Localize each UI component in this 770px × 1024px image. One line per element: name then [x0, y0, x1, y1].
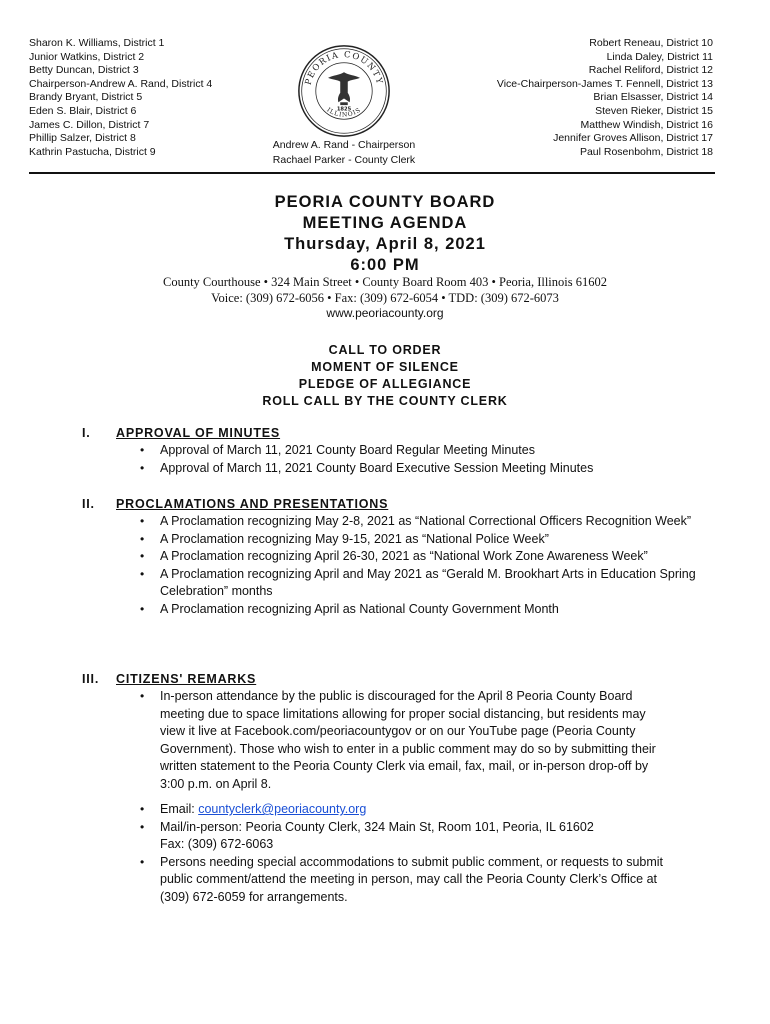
roster-member: Linda Daley, District 11: [606, 50, 713, 63]
contact-numbers: Voice: (309) 672-6056 • Fax: (309) 672-6054 • TDD: (309) 672-6073: [211, 290, 559, 305]
roster-member: Kathrin Pastucha, District 9: [29, 145, 156, 158]
roster-member: Robert Reneau, District 10: [589, 37, 713, 49]
list-item: • Approval of March 11, 2021 County Board Regular Meeting Minutes: [138, 442, 722, 460]
list-item: • In-person attendance by the public is discouraged for the April 8 Peoria County Board meeting due to space limitations allowing for proper social distancing, but residents may view it live at Facebook.com/peoriacountygov or on our YouTube page (Peoria County Government). Those who wish to enter in a public comment may do so by submitting their written statement to the Peoria County Clerk via email, fax, mail, or in-person drop-off by 3:00 p.m. on April 8.: [138, 688, 668, 793]
seal-year: 1825: [336, 106, 352, 113]
list-item: • Persons needing special accommodations to submit public comment, or requests to submit public comment/attend the meeting in person, may call the Peoria County Clerk’s Office at (309) 672-6059 for arrangements.: [138, 854, 668, 907]
section-title: APPROVAL OF MINUTES: [116, 426, 281, 440]
roster-member: Rachel Reliford, District 12: [588, 64, 713, 77]
roster-member: Eden S. Blair, District 6: [29, 104, 137, 117]
seal-bottom-text: ILLINOIS: [325, 106, 363, 119]
mail-address: Mail/in-person: Peoria County Clerk, 324 Main St, Room 101, Peoria, IL 61602: [160, 819, 594, 834]
list-item: • A Proclamation recognizing April as National County Government Month: [138, 601, 698, 619]
roll-call: ROLL CALL BY THE COUNTY CLERK: [262, 394, 508, 408]
fax-number: Fax: (309) 672-6063: [160, 837, 274, 851]
section-title: CITIZENS' REMARKS: [116, 672, 257, 686]
seal-top-text: PEORIA COUNTY: [302, 48, 386, 86]
roster-member: Betty Duncan, District 3: [29, 64, 139, 77]
left-board-roster: [29, 37, 212, 159]
agenda-heading: MEETING AGENDA: [302, 214, 468, 232]
call-to-order: CALL TO ORDER: [328, 343, 442, 357]
chairperson-block: [244, 138, 444, 167]
section-number: II.: [82, 497, 95, 511]
section-title: PROCLAMATIONS AND PRESENTATIONS: [116, 497, 389, 511]
header-divider: [29, 172, 715, 174]
county-seal-icon: [297, 44, 391, 138]
moment-of-silence: MOMENT OF SILENCE: [311, 360, 459, 374]
section-approval-of-minutes: [82, 425, 722, 477]
roster-member: Paul Rosenbohm, District 18: [579, 145, 713, 158]
roster-member: Jennifer Groves Allison, District 17: [553, 132, 713, 145]
right-board-roster: [497, 37, 713, 159]
address-block: [0, 275, 770, 306]
pledge-of-allegiance: PLEDGE OF ALLEGIANCE: [298, 377, 472, 391]
section-items: [82, 688, 668, 906]
roster-member: Brandy Bryant, District 5: [29, 91, 143, 104]
section-heading: [82, 425, 722, 442]
roster-member: Phillip Salzer, District 8: [29, 132, 136, 145]
email-label: Email:: [160, 802, 199, 816]
section-items: [82, 513, 698, 618]
clerk-line: Rachael Parker - County Clerk: [272, 153, 416, 166]
roster-member: James C. Dillon, District 7: [29, 118, 150, 131]
list-item: • A Proclamation recognizing April 26-30, 2021 as “National Work Zone Awareness Week”: [138, 548, 698, 566]
section-citizens-remarks: [82, 671, 722, 906]
roster-member: Brian Elsasser, District 14: [593, 91, 713, 104]
roster-member: Sharon K. Williams, District 1: [29, 37, 165, 49]
roster-member: Steven Rieker, District 15: [595, 104, 713, 117]
chairperson-line: Andrew A. Rand - Chairperson: [272, 139, 416, 151]
clerk-email-link[interactable]: countyclerk@peoriacounty.org: [198, 802, 367, 816]
roster-member: Matthew Windish, District 16: [580, 118, 713, 131]
list-item: • Approval of March 11, 2021 County Board Executive Session Meeting Minutes: [138, 460, 722, 478]
roster-member: Vice-Chairperson-James T. Fennell, District 13: [496, 77, 713, 90]
list-item: [138, 801, 668, 819]
section-proclamations: [82, 496, 722, 618]
section-items: [82, 442, 722, 477]
opening-procedures: [0, 342, 770, 410]
meeting-time: 6:00 PM: [350, 256, 420, 274]
list-item: • A Proclamation recognizing April and May 2021 as “Gerald M. Brookhart Arts in Education Spring Celebration” months: [138, 566, 698, 601]
courthouse-address: County Courthouse • 324 Main Street • County Board Room 403 • Peoria, Illinois 61602: [162, 275, 607, 289]
section-heading: [82, 671, 722, 688]
list-item: • A Proclamation recognizing May 2-8, 2021 as “National Correctional Officers Recognition Week”: [138, 513, 698, 531]
list-item: • A Proclamation recognizing May 9-15, 2021 as “National Police Week”: [138, 531, 698, 549]
meeting-date: Thursday, April 8, 2021: [284, 235, 486, 253]
section-number: I.: [82, 426, 91, 440]
agenda-title: [0, 192, 770, 276]
list-item: [138, 819, 668, 854]
section-number: III.: [82, 672, 100, 686]
roster-member: Chairperson-Andrew A. Rand, District 4: [29, 77, 213, 90]
board-title: PEORIA COUNTY BOARD: [274, 193, 496, 211]
section-heading: [82, 496, 722, 513]
website-link[interactable]: www.peoriacounty.org: [326, 306, 444, 320]
roster-member: Junior Watkins, District 2: [29, 50, 145, 63]
